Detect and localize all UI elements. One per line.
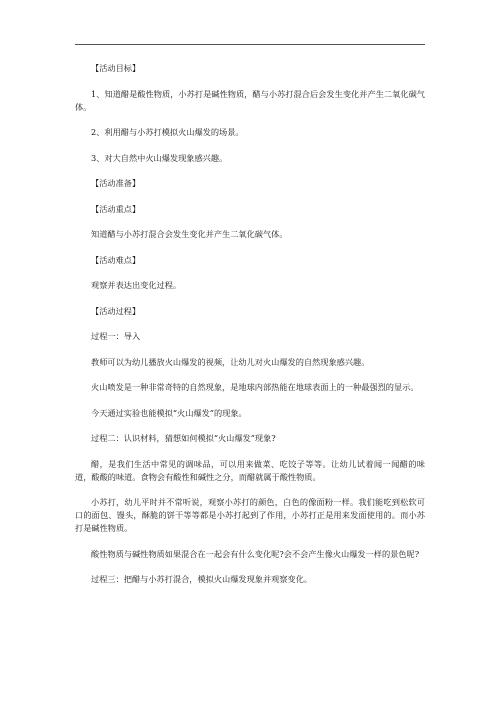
section-heading-goals: 【活动目标】 <box>91 63 141 73</box>
process-step-1-title: 过程一：导入 <box>91 331 141 341</box>
section-heading-difficulty: 【活动难点】 <box>91 254 141 265</box>
key-point-text: 知道醋与小苏打混合会发生变化并产生二氧化碳气体。 <box>91 229 288 239</box>
process-step-1-text: 教师可以为幼儿播放火山爆发的视频，让幼儿对火山爆发的自然现象感兴趣。 <box>91 356 370 367</box>
process-step-3-title: 过程三：把醋与小苏打混合，模拟火山爆发现象并观察变化。 <box>91 574 313 584</box>
section-heading-preparation: 【活动准备】 <box>91 178 141 188</box>
volcano-description: 火山喷发是一种非常奇特的自然现象，是地球内部热能在地球表面上的一种最强烈的显示。 <box>91 382 419 392</box>
baking-soda-description: 小苏打，幼儿平时并不常听说，观察小苏打的颜色，白色的像面粉一样。我们能吃到松软可口的面包、馒头，酥脆的饼干等等都是小苏打起到了作用，小苏打正是用来发面使用的。而小苏打是碱性物质。 <box>75 497 425 533</box>
section-heading-key-point: 【活动重点】 <box>91 203 141 214</box>
difficulty-text: 观察并表达出变化过程。 <box>91 280 182 290</box>
mixing-question: 酸性物质与碱性物质如果混合在一起会有什么变化呢?会不会产生像火山爆发一样的景色呢? <box>91 548 420 559</box>
process-step-2-title: 过程二：认识材料，猜想如何模拟“火山爆发”现象? <box>91 433 276 443</box>
experiment-intro: 今天通过实验也能模拟“火山爆发”的现象。 <box>91 407 247 418</box>
header-rule <box>75 44 425 45</box>
document-body <box>75 62 425 599</box>
section-heading-process: 【活动过程】 <box>91 305 141 316</box>
vinegar-description: 醋，是我们生活中常见的调味品，可以用来做菜、吃饺子等等。让幼儿试着闻一闻醋的味道，酸酸的味道。食物会有酸性和碱性之分，而醋就属于酸性物质。 <box>75 458 425 482</box>
goal-item-3: 3、对大自然中火山爆发现象感兴趣。 <box>91 152 228 163</box>
goal-item-1: 1、知道醋是酸性物质，小苏打是碱性物质，醋与小苏打混合后会发生变化并产生二氧化碳气体。 <box>75 88 425 112</box>
goal-item-2: 2、利用醋与小苏打模拟火山爆发的场景。 <box>91 127 244 137</box>
